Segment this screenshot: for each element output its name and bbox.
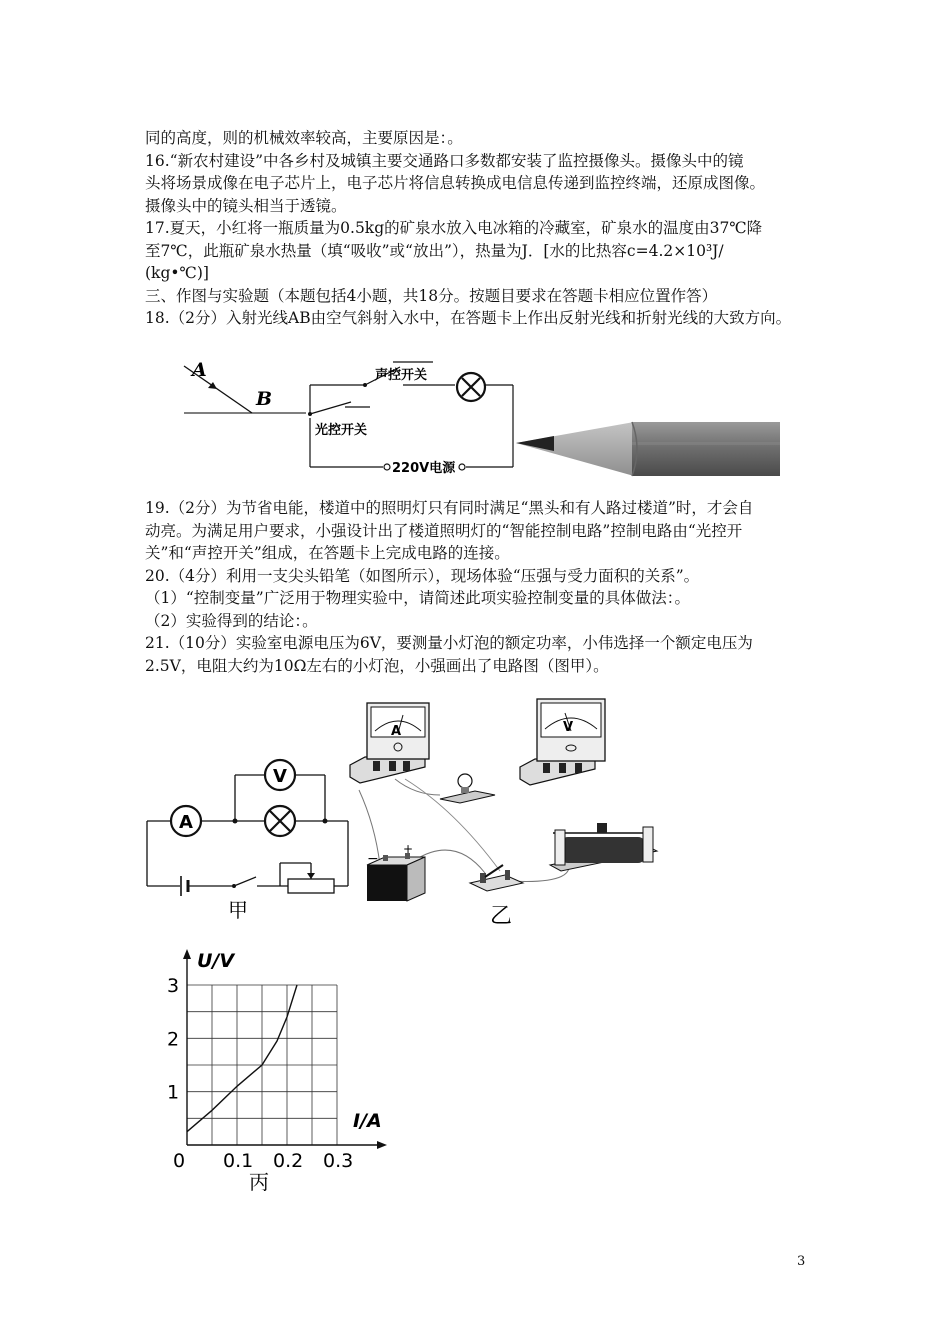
text-line: 动亮。为满足用户要求，小强设计出了楼道照明灯的“智能控制电路”控制电路由“光控开 xyxy=(145,521,743,540)
battery-device xyxy=(367,842,425,901)
y-axis-arrow-icon xyxy=(183,949,191,959)
label-yi: 乙 xyxy=(490,904,513,929)
text-line: 2.5V，电阻大约为10Ω左右的小灯泡，小强画出了电路图（图甲）。 xyxy=(145,656,609,675)
switch-symbol xyxy=(234,877,256,886)
voltmeter-device xyxy=(520,699,605,785)
text-line: 16.“新农村建设”中各乡村及城镇主要交通路口多数都安装了监控摄像头。摄像头中的镜 xyxy=(145,151,744,170)
text-line: 三、作图与实验题（本题包括4小题，共18分。按题目要求在答题卡相应位置作答） xyxy=(145,286,718,305)
sound-switch-label: 声控开关 xyxy=(375,368,428,383)
power-terminal-right xyxy=(459,464,465,470)
ammeter-device xyxy=(350,703,429,783)
device-ammeter-letter: A xyxy=(391,724,402,739)
pencil-image xyxy=(512,420,782,478)
light-switch-label: 光控开关 xyxy=(315,423,368,438)
battery-plus: + xyxy=(403,842,414,856)
text-line: 同的高度，则的机械效率较高，主要原因是：。 xyxy=(145,129,463,147)
page-number: 3 xyxy=(797,1254,806,1269)
text-line: 至7℃，此瓶矿泉水热量（填“吸收”或“放出”），热量为J．[水的比热容c=4.2×10³J/ xyxy=(145,241,724,260)
text-line: （2）实验得到的结论：。 xyxy=(145,611,318,630)
circuit-diagram-jia xyxy=(140,755,360,925)
label-b: B xyxy=(256,388,273,410)
label-a: A xyxy=(192,359,207,381)
text-line: 头将场景成像在电子芯片上，电子芯片将信息转换成电信息传递到监控终端，还原成图像。 xyxy=(145,174,766,192)
text-line: 19.（2分）为节省电能，楼道中的照明灯只有同时满足“黑头和有人路过楼道”时，才会自 xyxy=(145,499,754,517)
text-line: 21.（10分）实验室电源电压为6V，要测量小灯泡的额定功率，小伟选择一个额定电压为 xyxy=(145,634,753,652)
x-tick-label: 0.3 xyxy=(323,1150,354,1172)
device-voltmeter-letter: V xyxy=(563,720,574,735)
y-tick-label: 1 xyxy=(167,1081,180,1104)
series-line xyxy=(187,985,297,1132)
knife-switch-device xyxy=(470,865,523,891)
rheostat-symbol xyxy=(288,879,334,893)
caption-bing: 丙 xyxy=(249,1170,269,1194)
y-tick-label: 3 xyxy=(167,975,180,997)
power-label: 220V电源 xyxy=(392,461,456,476)
label-jia: 甲 xyxy=(228,898,248,922)
power-terminal-left xyxy=(384,464,390,470)
origin-label: 0 xyxy=(173,1150,186,1172)
figure-18-light-ray xyxy=(170,356,310,426)
text-line: 关”和“声控开关”组成，在答题卡上完成电路的连接。 xyxy=(145,544,510,562)
light-switch-blade xyxy=(310,402,351,414)
ammeter-letter: A xyxy=(179,812,193,833)
text-line: 18.（2分）入射光线AB由空气斜射入水中，在答题卡上作出反射光线和折射光线的大致方向。 xyxy=(145,309,792,327)
x-tick-label: 0.2 xyxy=(273,1150,304,1172)
rheostat-device xyxy=(550,823,657,871)
x-axis-arrow-icon xyxy=(377,1141,387,1149)
y-axis-label: U/V xyxy=(197,950,235,972)
x-tick-label: 0.1 xyxy=(223,1150,254,1172)
figure-19-circuit xyxy=(305,355,520,480)
x-axis-label: I/A xyxy=(353,1110,382,1132)
y-tick-label: 2 xyxy=(167,1028,180,1051)
graph-bing xyxy=(160,950,400,1200)
text-line: （1）“控制变量”广泛用于物理实验中，请简述此项实验控制变量的具体做法：。 xyxy=(145,589,690,607)
apparatus-diagram-yi xyxy=(345,695,675,930)
text-line: 20.（4分）利用一支尖头铅笔（如图所示），现场体验“压强与受力面积的关系”。 xyxy=(145,566,700,585)
text-line: (kg•℃)] xyxy=(145,264,209,282)
text-line: 摄像头中的镜头相当于透镜。 xyxy=(145,196,347,215)
voltmeter-letter: V xyxy=(273,766,287,787)
text-line: 17.夏天，小红将一瓶质量为0.5kg的矿泉水放入电冰箱的冷藏室，矿泉水的温度由37℃降 xyxy=(145,219,763,237)
battery-minus: − xyxy=(367,851,379,867)
bulb-device xyxy=(440,774,495,803)
